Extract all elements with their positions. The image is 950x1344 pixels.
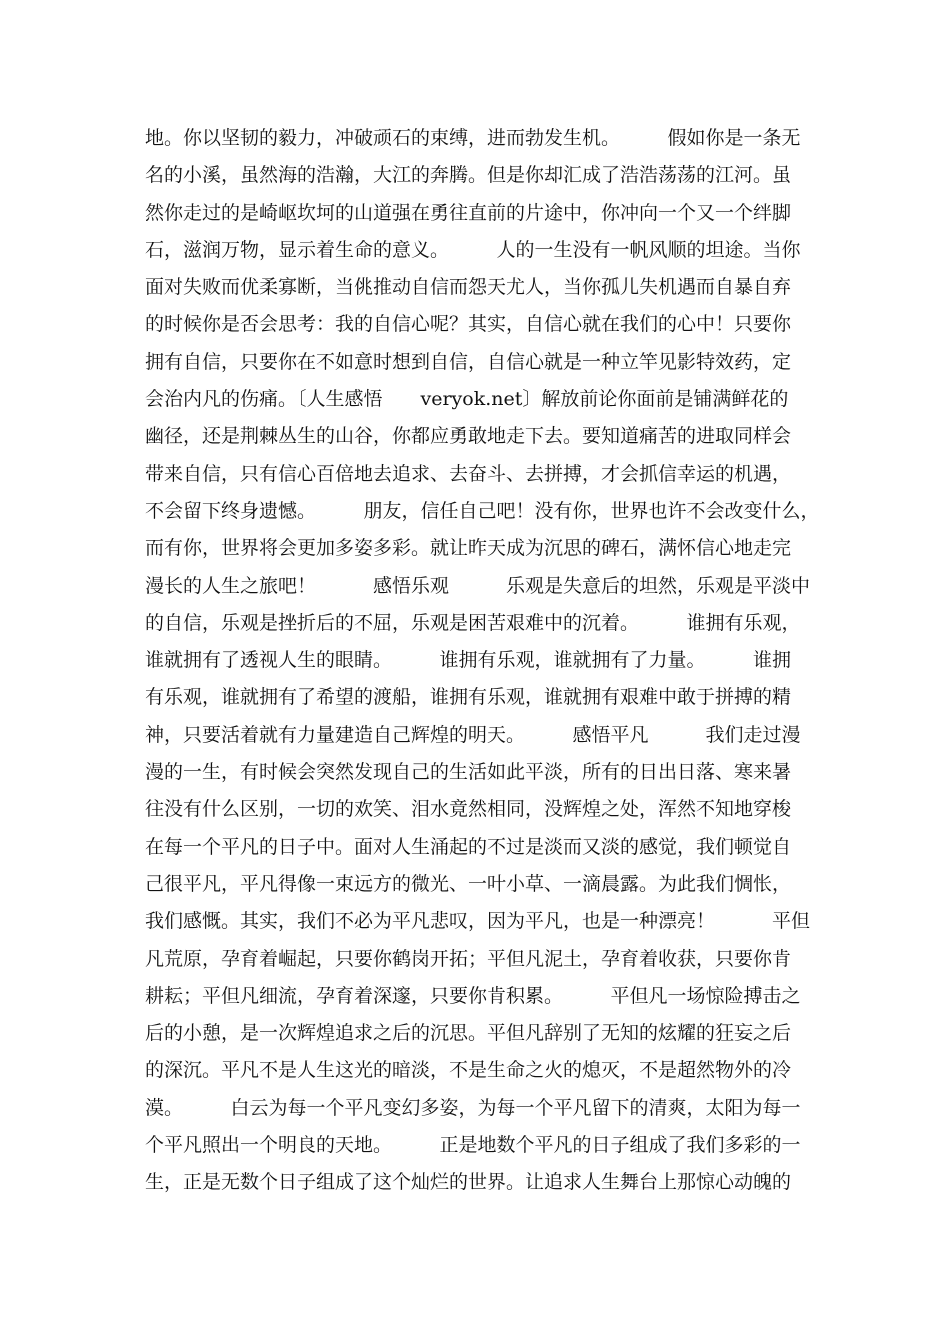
text-line: 耕耘；平但凡细流，孕育着深邃，只要你肯积累。 平但凡一场惊险搏击之 (145, 984, 801, 1007)
body-text (145, 120, 820, 1202)
text-line: 拥有自信，只要你在不如意时想到自信，自信心就是一种立竿见影特效药，定 (145, 350, 792, 373)
text-line: 漠。 白云为每一个平凡变幻多姿，为每一个平凡留下的清爽，太阳为每一 (145, 1096, 801, 1119)
text-line: 后的小憩，是一次辉煌追求之后的沉思。平但凡辞别了无知的炫耀的狂妄之后 (145, 1022, 792, 1045)
text-line: 不会留下终身遗憾。 朋友，信任自己吧！没有你，世界也许不会改变什么， (145, 499, 820, 522)
text-line: 凡荒原，孕育着崛起，只要你鹤岗开拓；平但凡泥土，孕育着收获，只要你肯 (145, 947, 792, 970)
text-line: 神，只要活着就有力量建造自己辉煌的明天。 感悟平凡 我们走过漫 (145, 723, 801, 746)
text-line: 会治内凡的伤痛。〔人生感悟 veryok.net〕解放前论你面前是铺满鲜花的 (145, 388, 789, 411)
text-line: 有乐观，谁就拥有了希望的渡船，谁拥有乐观，谁就拥有艰难中敢于拼搏的精 (145, 686, 792, 709)
text-line: 往没有什么区别，一切的欢笑、泪水竟然相同，没辉煌之处，浑然不知地穿梭 (145, 798, 792, 821)
text-line: 己很平凡，平凡得像一束远方的微光、一叶小草、一滴晨露。为此我们惆怅， (145, 872, 792, 895)
text-line: 漫的一生，有时候会突然发现自己的生活如此平淡，所有的日出日落、寒来暑 (145, 761, 792, 784)
text-line: 带来自信，只有信心百倍地去追求、去奋斗、去拼搏，才会抓信幸运的机遇， (145, 462, 792, 485)
text-line: 地。你以坚韧的毅力，冲破顽石的束缚，进而勃发生机。 假如你是一条无 (145, 127, 801, 149)
text-line: 而有你，世界将会更加多姿多彩。就让昨天成为沉思的碑石，满怀信心地走完 (145, 537, 792, 560)
text-line: 的自信，乐观是挫折后的不屈，乐观是困苦艰难中的沉着。 谁拥有乐观， (145, 611, 801, 634)
text-line: 幽径，还是荆棘丛生的山谷，你都应勇敢地走下去。要知道痛苦的进取同样会 (145, 425, 792, 448)
text-line: 的时候你是否会思考：我的自信心呢？其实，自信心就在我们的心中！只要你 (145, 313, 792, 336)
text-line: 石，滋润万物，显示着生命的意义。 人的一生没有一帆风顺的坦途。当你 (145, 238, 801, 261)
text-line: 个平凡照出一个明良的天地。 正是地数个平凡的日子组成了我们多彩的一 (145, 1134, 801, 1157)
text-line: 谁就拥有了透视人生的眼睛。 谁拥有乐观，谁就拥有了力量。 谁拥 (145, 649, 792, 672)
text-line: 的深沉。平凡不是人生这光的暗淡，不是生命之火的熄灭，不是超然物外的冷 (145, 1059, 792, 1082)
text-line: 生，正是无数个日子组成了这个灿烂的世界。让追求人生舞台上那惊心动魄的 (145, 1171, 792, 1194)
text-line: 漫长的人生之旅吧！ 感悟乐观 乐观是失意后的坦然，乐观是平淡中 (145, 574, 811, 597)
text-line: 面对失败而优柔寡断，当佻推动自信而怨天尤人，当你孤儿失机遇而自暴自弃 (145, 276, 792, 299)
text-line: 我们感慨。其实，我们不必为平凡悲叹，因为平凡，也是一种漂亮！ 平但 (145, 910, 811, 933)
text-line: 然你走过的是崎岖坎坷的山道强在勇往直前的片途中，你冲向一个又一个绊脚 (145, 201, 792, 224)
text-line: 在每一个平凡的日子中。面对人生涌起的不过是淡而又淡的感觉，我们顿觉自 (145, 835, 792, 858)
text-line: 名的小溪，虽然海的浩瀚，大江的奔腾。但是你却汇成了浩浩荡荡的江河。虽 (145, 164, 792, 187)
